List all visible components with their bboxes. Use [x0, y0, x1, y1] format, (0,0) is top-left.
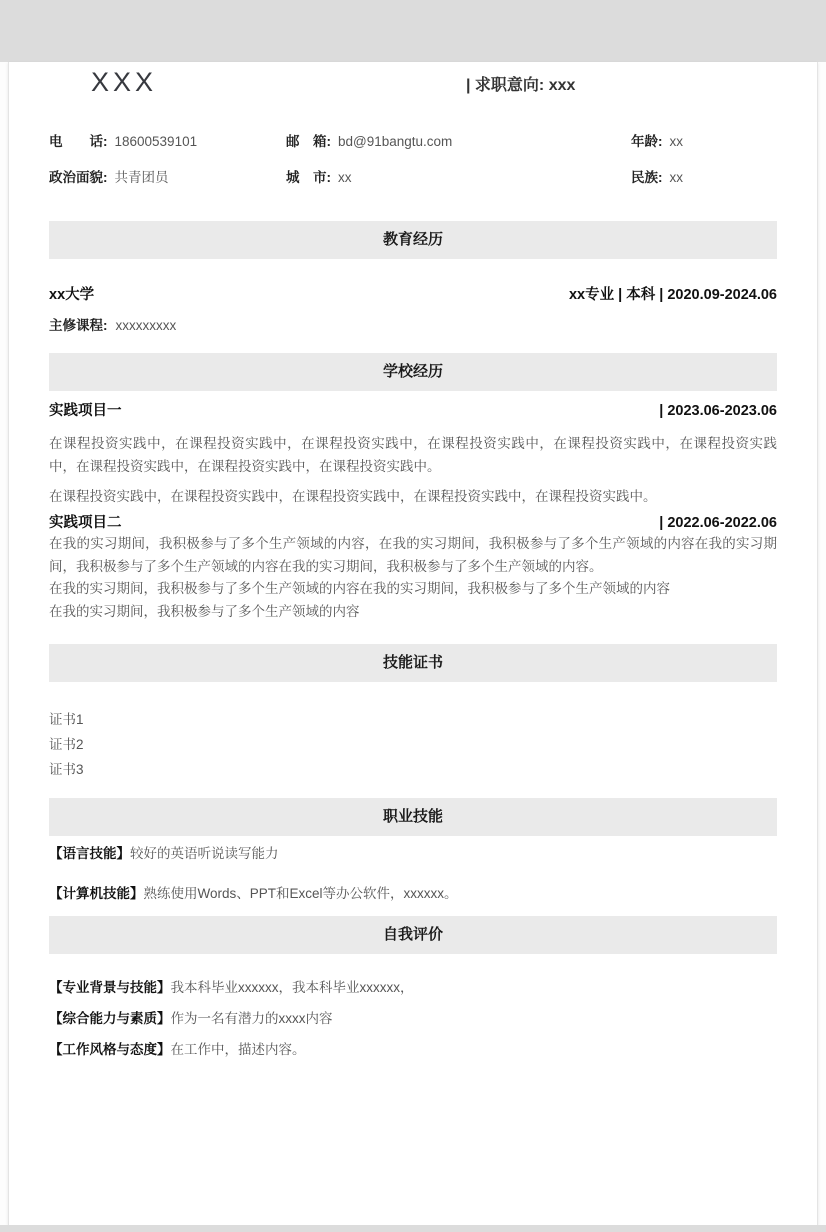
project-2-paragraph: 在我的实习期间，我积极参与了多个生产领域的内容	[49, 603, 360, 619]
certificate-item: 证书2	[49, 737, 84, 752]
job-intention: | 求职意向: xxx	[466, 77, 576, 94]
contact-city	[286, 168, 631, 187]
certificate-item: 证书3	[49, 762, 84, 777]
skill-language	[49, 844, 777, 863]
city-value: xx	[338, 170, 352, 185]
project-1-title: 实践项目一	[49, 403, 122, 419]
self-evaluation-background-text: 我本科毕业xxxxxx，我本科毕业xxxxxx，	[170, 980, 414, 995]
project-1-title-row	[49, 401, 777, 421]
page-canvas	[0, 62, 826, 1225]
section-header-education: 教育经历	[49, 221, 777, 259]
project-2-paragraph: 在我的实习期间，我积极参与了多个生产领域的内容，在我的实习期间，我积极参与了多个生产领域的内容在我的实习期间，我积极参与了多个生产领域的内容在我的实习期间，我积极参与了多个生产领域的内容。	[49, 536, 777, 574]
courses-label: 主修课程:	[49, 318, 108, 333]
section-header-school-experience: 学校经历	[49, 353, 777, 391]
ethnicity-value: xx	[669, 170, 683, 185]
project-1-paragraph: 在课程投资实践中，在课程投资实践中，在课程投资实践中，在课程投资实践中，在课程投资实践中，在课程投资实践中，在课程投资实践中，在课程投资实践中，在课程投资实践中。	[49, 436, 777, 474]
self-evaluation-ability-text: 作为一名有潜力的xxxx内容	[170, 1011, 333, 1026]
contact-phone	[49, 132, 286, 151]
contact-political-status	[49, 168, 286, 187]
email-value: bd@91bangtu.com	[338, 134, 453, 149]
skill-computer-label: 【计算机技能】	[49, 886, 144, 901]
section-header-certificates: 技能证书	[49, 644, 777, 682]
education-degree-dates: xx专业 | 本科 | 2020.09-2024.06	[568, 287, 777, 303]
age-label: 年龄:	[631, 134, 663, 149]
project-1-paragraph: 在课程投资实践中，在课程投资实践中，在课程投资实践中，在课程投资实践中，在课程投资实践中。	[49, 489, 657, 504]
self-evaluation-background-label: 【专业背景与技能】	[49, 980, 171, 995]
self-evaluation-attitude-text: 在工作中，描述内容。	[170, 1042, 306, 1057]
courses-value: xxxxxxxxx	[115, 318, 177, 333]
contact-ethnicity	[631, 168, 777, 187]
education-school: xx大学	[49, 287, 95, 303]
phone-label: 电 话:	[49, 134, 108, 149]
self-evaluation-background	[49, 978, 777, 997]
skill-language-text: 较好的英语听说读写能力	[130, 846, 279, 861]
self-evaluation-attitude-label: 【工作风格与态度】	[49, 1042, 171, 1057]
political-status-value: 共青团员	[114, 170, 169, 185]
self-evaluation-ability-label: 【综合能力与素质】	[49, 1011, 171, 1026]
contact-age	[631, 132, 777, 151]
city-label: 城 市:	[286, 170, 331, 185]
section-header-skills: 职业技能	[49, 798, 777, 836]
phone-value: 18600539101	[114, 134, 198, 149]
skill-computer-text: 熟练使用Words、PPT和Excel等办公软件，xxxxxx。	[143, 886, 458, 901]
ethnicity-label: 民族:	[631, 170, 663, 185]
project-2-title-row	[49, 513, 777, 533]
skill-computer	[49, 884, 777, 903]
certificate-list	[49, 707, 777, 782]
age-value: xx	[669, 134, 683, 149]
resume-sheet	[8, 62, 818, 1225]
political-status-label: 政治面貌:	[49, 170, 108, 185]
education-entry	[49, 285, 777, 305]
project-1-date: | 2023.06-2023.06	[659, 403, 777, 419]
email-label: 邮 箱:	[286, 134, 331, 149]
skill-language-label: 【语言技能】	[49, 846, 130, 861]
resume-header	[49, 62, 777, 106]
section-header-self-evaluation: 自我评价	[49, 916, 777, 954]
education-courses	[49, 316, 777, 335]
project-2-paragraph: 在我的实习期间，我积极参与了多个生产领域的内容在我的实习期间，我积极参与了多个生产领域的内容	[49, 581, 670, 596]
project-2-date: | 2022.06-2022.06	[659, 515, 777, 531]
self-evaluation-attitude	[49, 1040, 777, 1059]
self-evaluation-ability	[49, 1009, 777, 1028]
contact-email	[286, 132, 631, 151]
candidate-name: XXX	[91, 67, 158, 97]
contact-grid	[49, 132, 777, 187]
page-bottom-strip	[0, 1225, 826, 1232]
project-2-title: 实践项目二	[49, 515, 122, 531]
certificate-item: 证书1	[49, 712, 84, 727]
